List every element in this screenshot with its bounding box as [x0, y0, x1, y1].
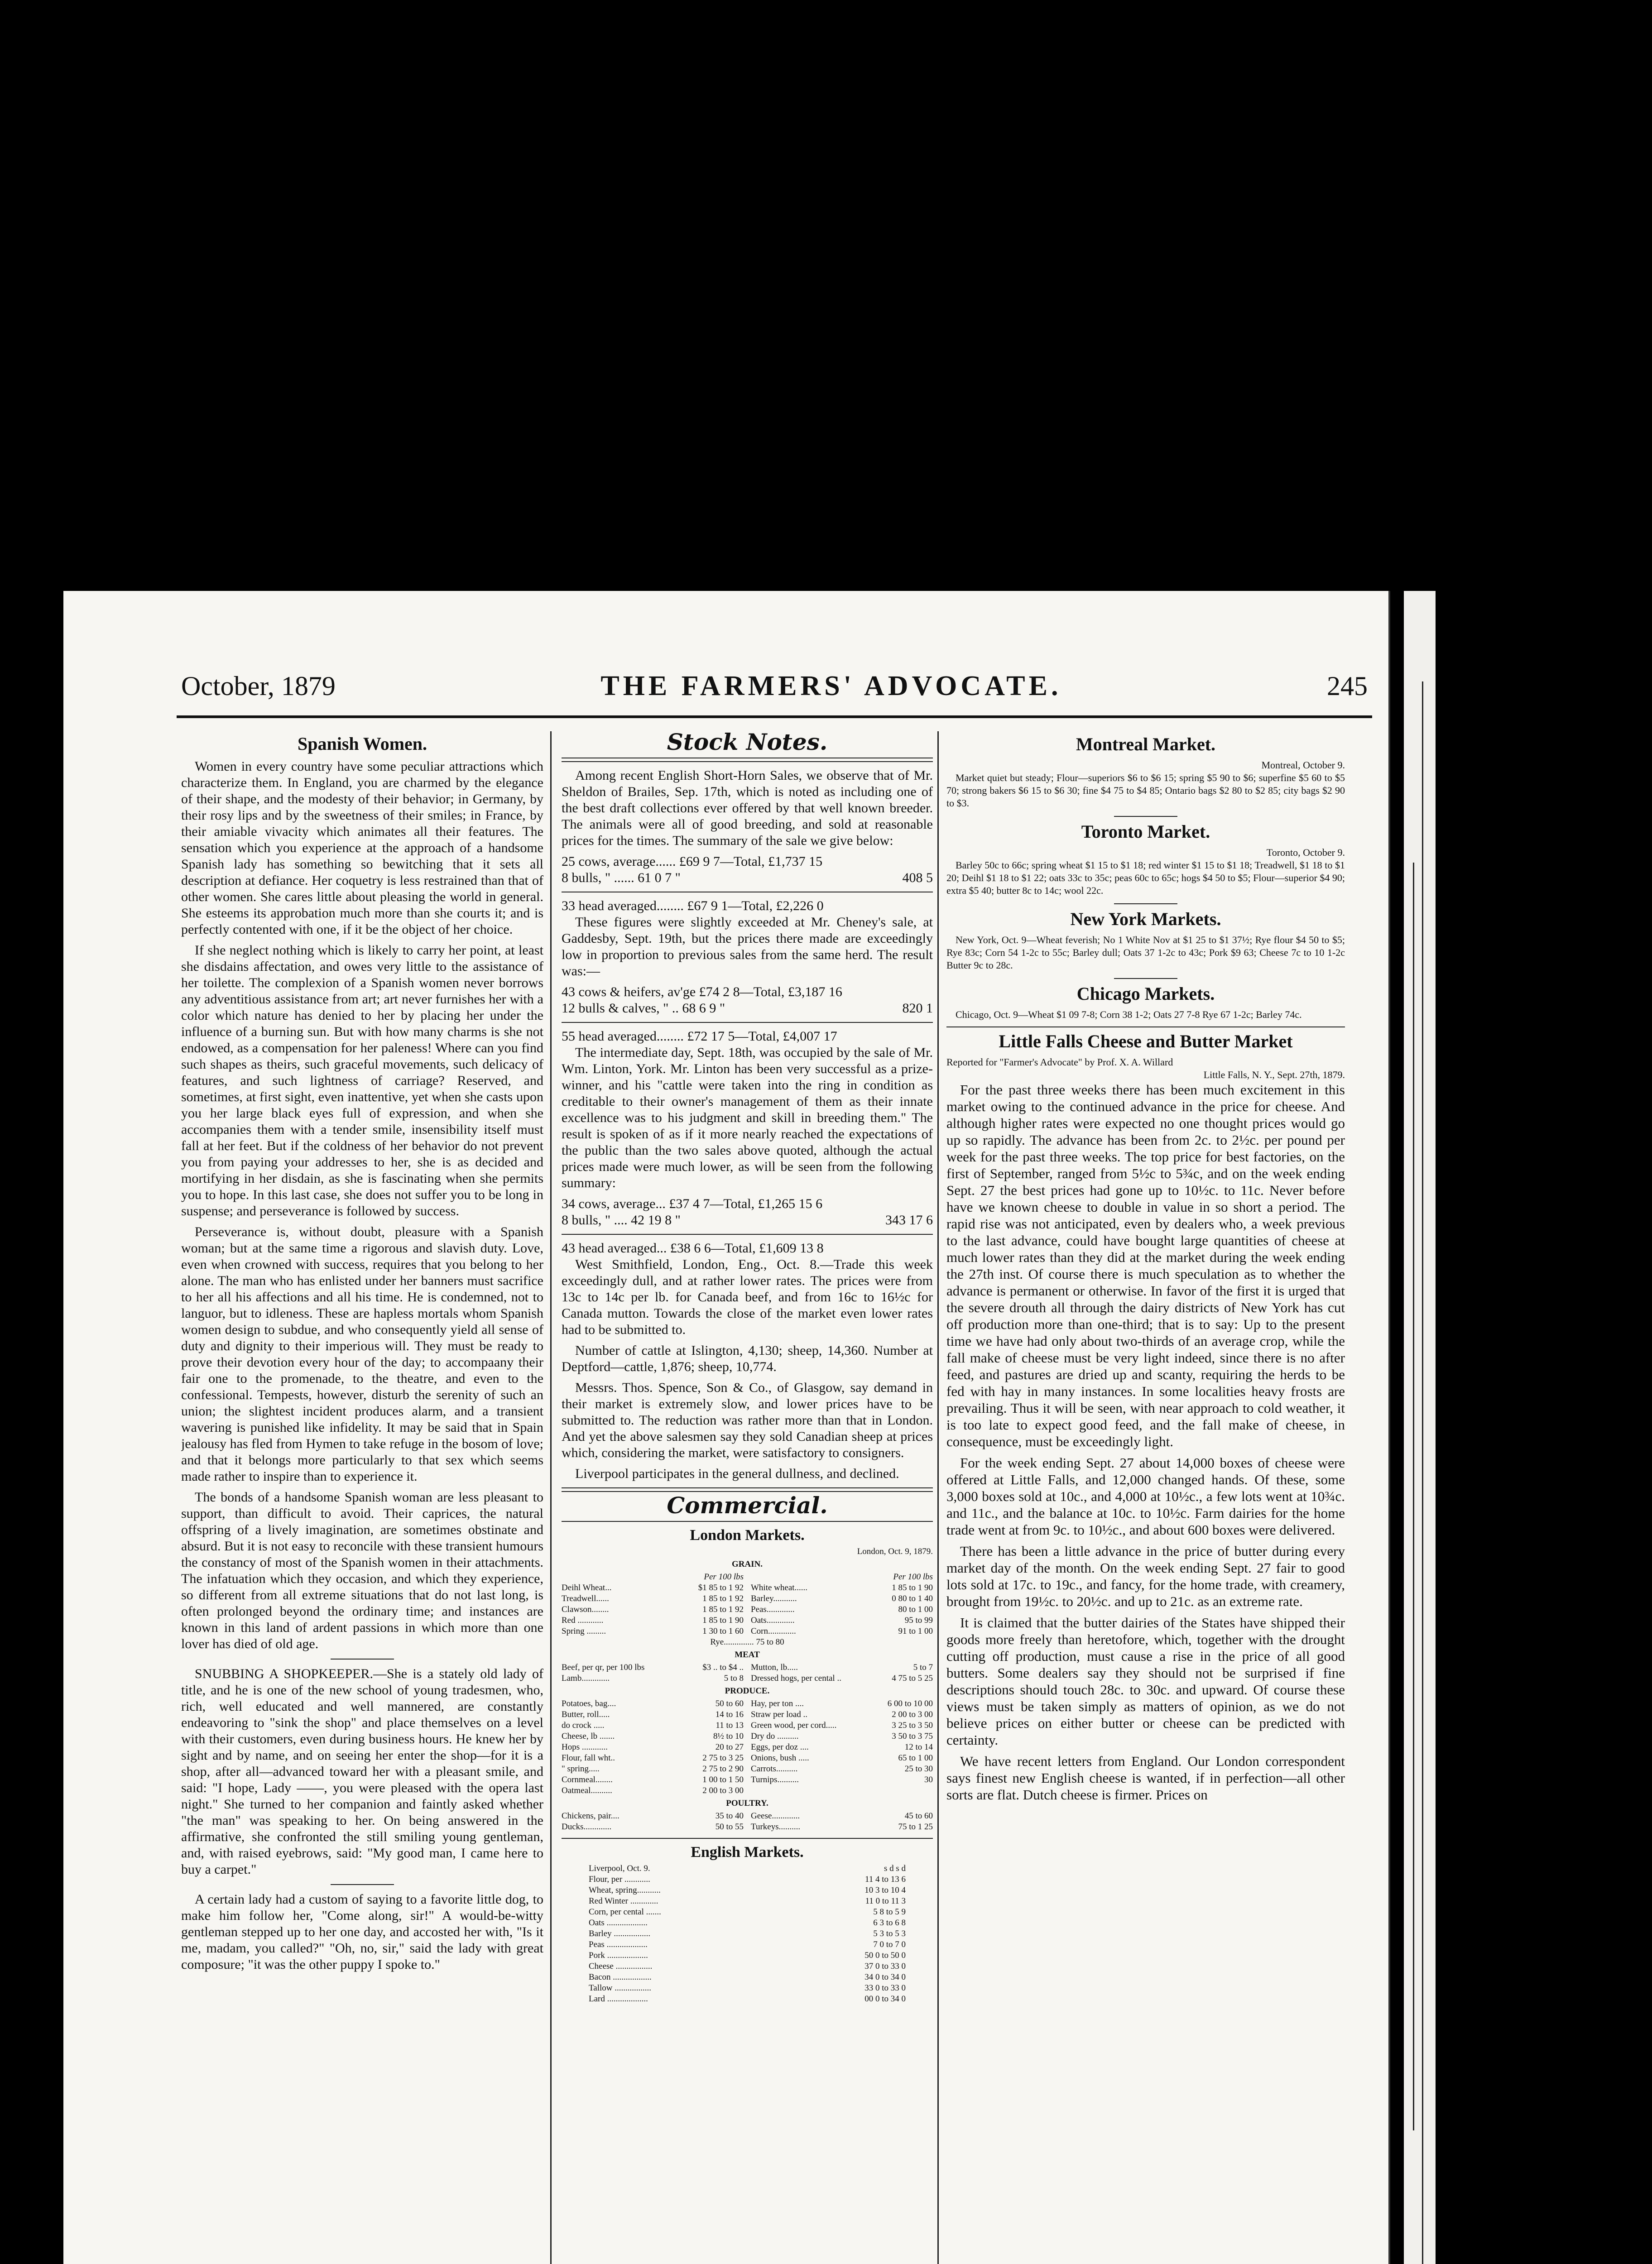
sale-line: 8 bulls, " ...... 61 0 7 " 408 5 — [562, 870, 933, 885]
header-page-number: 245 — [1327, 671, 1368, 701]
table-row: Cheese ................. 37 0 to 33 0 — [589, 1962, 906, 1971]
article-paragraph: We have recent letters from England. Our London correspondent says finest new English cheese is wanted, if in perfection—all other sorts are flat. Dutch cheese is firmer. Prices on — [946, 1753, 1345, 1803]
table-row: Turnips.......... 30 — [751, 1775, 933, 1784]
article-snubbing-shopkeeper: SNUBBING A SHOPKEEPER.—She is a stately old lady of title, and he is one of the new school of young tradesmen, who, rich, well educated and well mannered, are constantly endeavoring to "sink the shop" and place themselves on a level with their customers, even during business hours. He knew her by sight and by name, and on seeing her enter the shop—for it is a shop, after all—advanced toward her with a pleasant smile, and said: "I hope, Lady ——, you were pleased with the opera last night." She turned to her companion and faintly asked whether "the man" was speaking to her. On being answered in the affirmative, she confronted the still smiling young gentleman, and, with raised eyebrows, said: "My good man, I came here to buy a carpet." — [181, 1666, 543, 1877]
grain-table: Per 100 lbs Deihl Wheat... $1 85 to 1 92 Treadwell...... 1 85 to 1 92 Clawson........ 1 85 to 1 92 Red ............ 1 85 to 1 90 Spring ......... 1 30 to 1 60 Per 100 lbs White wheat...... 1 85 to 1 90 Barley........... 0 80 to 1 40 Peas............. 80 to 1 00 Oats............. 95 to 99 Corn............. 91 to 1 00 — [562, 1572, 933, 1636]
rule — [562, 1521, 933, 1522]
english-markets-heading: English Markets. — [691, 1844, 804, 1861]
table-row: Chickens, pair.... 35 to 40 — [562, 1811, 744, 1821]
table-row: Oats ................... 6 3 to 6 8 — [589, 1918, 906, 1928]
section-heading-stock-notes: Stock Notes. — [667, 731, 828, 755]
rule — [562, 1838, 933, 1839]
table-row: Red ............ 1 85 to 1 90 — [562, 1616, 744, 1625]
table-row: Oats............. 95 to 99 — [751, 1616, 933, 1625]
toronto-market-heading: Toronto Market. — [1081, 821, 1210, 842]
article-paragraph: For the week ending Sept. 27 about 14,000 boxes of cheese were offered at Little Falls, and 12,000 changed hands. Of these, some 3,000 boxes sold at 10c., and 4,000 at 10½c., a few lots went at 10¾c. and 11c., and the balance at 10c. to 10½c. Farm dairies for the home trade went at from 9c. to 10½c., and about 600 boxes were delivered. — [946, 1455, 1345, 1538]
table-row: Green wood, per cord..... 3 25 to 3 50 — [751, 1721, 933, 1730]
table-row: Butter, roll..... 14 to 16 — [562, 1710, 744, 1719]
grain-label: GRAIN. — [731, 1559, 763, 1569]
table-row: Lard ................... 00 0 to 34 0 — [589, 1994, 906, 2004]
produce-table — [562, 1698, 933, 1796]
montreal-market-report: Montreal, October 9. Market quiet but steady; Flour—superiors $6 to $6 15; spring $5 90 to $6; superfine $5 60 to $5 70; strong bakers $6 15 to $6 30; fine $4 75 to $4 85; Ontario bags $2 80 to $2 85; city bags $2 90 to $3. — [946, 759, 1345, 809]
poultry-label: POULTRY. — [726, 1799, 768, 1808]
rule — [562, 1234, 933, 1235]
table-row: " spring..... 2 75 to 2 90 — [562, 1764, 744, 1774]
article-paragraph: West Smithfield, London, Eng., Oct. 8.—Trade this week exceedingly dull, and at rather lower rates. The prices were from 13c to 14c per lb. for Canada beef, and from 16c to 16½c for Canada mutton. Towards the close of the market even lower rates had to be submitted to. — [562, 1257, 933, 1337]
article-paragraph: If she neglect nothing which is likely to carry her point, at least she disdains affectation, and owes very little to the assistance of her toilette. The complexion of a Spanish women never borrows any adventitious assistance from art; art never furnishes her with a color which nature has denied to her by placing her under the influence of a burning sun. But with how many charms is she not endowed, as a compensation for her paleness! Where can you find such shapes as theirs, such graceful movements, such delicacy of features, and such lightness of carriage? Reserved, and sometimes, at first sight, even inattentive, yet when she casts upon you her large black eyes full of expression, and when she accompanies them with a tender smile, insensibility itself must fall at her feet. But if the coldness of her behavior do not prevent you from paying your addresses to her, she is as decided and mortifying in her disdain, as she is fascinating when she permits you to hope. In this last case, she does not suffer you to be long in suspense; and perseverance is followed by success. — [181, 943, 543, 1218]
article-paragraph: Among recent English Short-Horn Sales, we observe that of Mr. Sheldon of Brailes, Sep. 17th, which is noted as including one of the best draft collections ever offered by that well known breeder. The animals were all of good breeding, and sold at reasonable prices for the times. The summary of the sale we give below: — [562, 768, 933, 848]
table-row: Flour, fall wht.. 2 75 to 3 25 — [562, 1753, 744, 1763]
table-row: Pork ................... 50 0 to 50 0 — [589, 1951, 906, 1960]
double-rule — [562, 758, 933, 762]
chicago-markets-report: Chicago, Oct. 9—Wheat $1 09 7-8; Corn 38 1-2; Oats 27 7-8 Rye 67 1-2c; Barley 74c. — [956, 1009, 1302, 1020]
dateline: London, Oct. 9, 1879. — [857, 1547, 933, 1556]
header-date: October, 1879 — [181, 671, 336, 701]
produce-label: PRODUCE. — [725, 1686, 770, 1696]
adjacent-page-strip — [1404, 591, 1436, 2264]
article-paragraph: Messrs. Thos. Spence, Son & Co., of Glasgow, say demand in their market is extremely slow, and lower prices have to be submitted to. The reduction was rather more than that in London. And yet the above salesmen say they sold Canadian sheep at prices which, considering the market, were satisfactory to consigners. — [562, 1380, 933, 1460]
separator — [1114, 903, 1177, 904]
chicago-markets-heading: Chicago Markets. — [1076, 983, 1215, 1004]
strip-rule — [1413, 863, 1414, 2130]
column-rule-1 — [550, 731, 552, 2264]
table-row: Straw per load .. 2 00 to 3 00 — [751, 1710, 933, 1719]
table-row: Spring ......... 1 30 to 1 60 — [562, 1626, 744, 1636]
table-row: Turkeys.......... 75 to 1 25 — [751, 1822, 933, 1832]
separator — [331, 1884, 394, 1885]
table-row: Mutton, lb..... 5 to 7 — [751, 1663, 933, 1672]
dateline: Toronto, October 9. — [1266, 847, 1345, 858]
rule — [946, 1026, 1345, 1027]
sale-summary-sheldon — [562, 854, 933, 914]
column-markets — [946, 731, 1345, 2264]
page-header — [181, 670, 1368, 711]
separator — [1114, 816, 1177, 817]
table-header-row: Liverpool, Oct. 9. s d s d — [589, 1864, 906, 1873]
sale-line: 12 bulls & calves, " .. 68 6 9 " 820 1 — [562, 1001, 933, 1016]
dateline: Montreal, October 9. — [1261, 759, 1345, 771]
sale-summary-cheney — [562, 984, 933, 1045]
sale-total: 55 head averaged........ £72 17 5—Total, £4,007 17 — [562, 1029, 837, 1044]
montreal-market-heading: Montreal Market. — [1076, 734, 1216, 754]
sale-total: 33 head averaged........ £67 9 1—Total, £2,226 0 — [562, 898, 824, 913]
sale-line: 34 cows, average... £37 4 7—Total, £1,265 15 6 — [562, 1196, 823, 1211]
rule — [562, 1022, 933, 1023]
table-row: Corn............. 91 to 1 00 — [751, 1626, 933, 1636]
new-york-markets-heading: New York Markets. — [1070, 909, 1221, 929]
article-paragraph: These figures were slightly exceeded at Mr. Cheney's sale, at Gaddesby, Sept. 19th, but the prices there made are exceedingly low in proportion to previous sales from the same herd. The result was:— — [562, 915, 933, 979]
english-markets-table — [562, 1863, 933, 2005]
table-row: Hops ............ 20 to 27 — [562, 1742, 744, 1752]
table-row: Carrots.......... 25 to 30 — [751, 1764, 933, 1774]
table-row: Peas ................... 7 0 to 7 0 — [589, 1940, 906, 1949]
poultry-table — [562, 1811, 933, 1832]
strip-rule — [1422, 681, 1423, 2264]
table-row: Flour, per ............ 11 4 to 13 6 — [589, 1875, 906, 1884]
little-falls-byline: Reported for "Farmer's Advocate" by Prof. X. A. Willard Little Falls, N. Y., Sept. 27th, 1879. — [946, 1056, 1345, 1080]
header-rule — [177, 715, 1372, 718]
separator — [1114, 978, 1177, 979]
double-rule — [562, 1487, 933, 1492]
table-row: Clawson........ 1 85 to 1 92 — [562, 1605, 744, 1614]
table-row: Beef, per qr, per 100 lbs $3 .. to $4 .. — [562, 1663, 744, 1672]
article-anecdote: A certain lady had a custom of saying to a favorite little dog, to make him follow her, "Come along, sir!" A would-be-witty gentleman stepped up to her one day, and accosted her with, "Is it me, madam, you called?" "Oh, no, sir," said the lady with great composure; "it was the other puppy I spoke to." — [181, 1892, 543, 1972]
table-row: Wheat, spring........... 10 3 to 10 4 — [589, 1885, 906, 1895]
meat-table — [562, 1662, 933, 1684]
table-row: do crock ..... 11 to 13 — [562, 1721, 744, 1730]
table-row: Cornmeal........ 1 00 to 1 50 — [562, 1775, 744, 1784]
meat-label: MEAT — [735, 1650, 760, 1660]
sale-line: 25 cows, average...... £69 9 7—Total, £1,737 15 — [562, 854, 823, 869]
article-heading-spanish-women: Spanish Women. — [297, 734, 427, 754]
table-row: Onions, bush ..... 65 to 1 00 — [751, 1753, 933, 1763]
table-row: Red Winter ............. 11 0 to 11 3 — [589, 1896, 906, 1906]
article-paragraph: Number of cattle at Islington, 4,130; sheep, 14,360. Number at Deptford—cattle, 1,876; sheep, 10,774. — [562, 1343, 933, 1374]
sale-line: 43 cows & heifers, av'ge £74 2 8—Total, £3,187 16 — [562, 984, 842, 999]
table-row: Ducks............. 50 to 55 — [562, 1822, 744, 1832]
table-row: Peas............. 80 to 1 00 — [751, 1605, 933, 1614]
rye-row: Rye.............. 75 to 80 — [710, 1637, 784, 1647]
table-row: Eggs, per doz .... 12 to 14 — [751, 1742, 933, 1752]
article-paragraph: The bonds of a handsome Spanish woman are less pleasant to support, than difficult to avoid. Their caprices, the natural offspring of a lively imagination, are sometimes obstinate and absurd. But it is not easy to reconcile with these transient humours the constancy of most of the Spanish women in their attachments. The infatuation which they occasion, and which they experience, so different from all extreme situations that do not last long, is often prolonged beyond the ordinary time; and instances are known in this land of ardent passions in which more than one lover has died of old age. — [181, 1490, 543, 1651]
column-rule-2 — [937, 731, 939, 2264]
article-paragraph: There has been a little advance in the price of butter during every market day of the month. On the week ending Sept. 27 fair to good lots sold at 17c. to 19c., and fancy, for the home trade, with creamery, brought from 19½c. to 20½c. and up to 21c. as an extreme rate. — [946, 1543, 1345, 1609]
article-paragraph: Liverpool participates in the general dullness, and declined. — [575, 1466, 899, 1481]
separator — [331, 1659, 394, 1660]
table-row: Treadwell...... 1 85 to 1 92 — [562, 1594, 744, 1603]
table-row: Barley........... 0 80 to 1 40 — [751, 1594, 933, 1603]
table-row: Potatoes, bag.... 50 to 60 — [562, 1699, 744, 1708]
little-falls-heading: Little Falls Cheese and Butter Market — [999, 1031, 1293, 1051]
header-title: THE FARMERS' ADVOCATE. — [600, 671, 1062, 701]
table-row: Corn, per cental ....... 5 8 to 5 9 — [589, 1907, 906, 1917]
table-row: Geese............. 45 to 60 — [751, 1811, 933, 1821]
article-paragraph: For the past three weeks there has been much excitement in this market owing to the continued advance in the price for cheese. And although higher rates were expected no one thought prices would go up so rapidly. The advance has been from 2c. to 2½c. per pound per week for the past three weeks. The top price for best factories, on the first of September, ranged from 5½c to 5¾c, and on the week ending Sept. 27 the best prices had gone up to 10½c. to 11c. Never before have we known cheese to double in value in so short a period. The rapid rise was not anticipated, even by dealers who, a week previous to the last advance, could have bought large quantities of cheese at much lower rates than they did at the market during the week ending the 27th inst. Of course there is much speculation as to whether the advance is permanent or otherwise. In favor of the first it is urged that the severe drouth all through the dairy districts of New York has cut off production more than one-third; that is to say: Up to the present time we have had only about two-thirds of an average crop, while the fall make of cheese must be very light indeed, since there is no after feed, and pastures are dried up and scanty, requiring the herds to be fed with hay in many instances. In some localities heavy frosts are prevailing. Thus it will be seen, with near approach to cold weather, it is too late to expect good feed, and the fall make of cheese, in consequence, must be exceedingly light. — [946, 1082, 1345, 1449]
page-edge — [1388, 591, 1390, 2264]
table-row: Cheese, lb ....... 8½ to 10 — [562, 1732, 744, 1741]
sale-line: 8 bulls, " .... 42 19 8 " 343 17 6 — [562, 1213, 933, 1228]
table-row: Barley ................. 5 3 to 5 3 — [589, 1929, 906, 1938]
toronto-market-report: Toronto, October 9. Barley 50c to 66c; spring wheat $1 15 to $1 18; red winter $1 15 to $1 18; Treadwell, $1 18 to $1 20; Deihl $1 18 to $1 22; oats 33c to 35c; peas 60c to 65c; hogs $4 50 to $5; Flour—superior $4 90; extra $5 40; butter 8c to 14c; wool 22c. — [946, 847, 1345, 896]
table-row: Oatmeal.......... 2 00 to 3 00 — [562, 1786, 744, 1795]
newspaper-page — [63, 591, 1390, 2264]
table-row: Tallow ................. 33 0 to 33 0 — [589, 1983, 906, 1993]
new-york-markets-report: New York, Oct. 9—Wheat feverish; No 1 White Nov at $1 25 to $1 37½; Rye flour $4 50 to $5; Rye 83c; Corn 54 1-2c to 55c; Barley dull; Oats 37 1-2c to 43c; Pork $9 63; Cheese 7c to 10 1-2c Butter 9c to 28c. — [946, 934, 1345, 971]
column-stock-notes — [562, 731, 933, 2264]
article-paragraph: It is claimed that the butter dairies of the States have shipped their goods more freely than heretofore, which, together with the drought cutting off production, must cause a rise in the price of all good butters. Some dealers say they should not be surprised if fine descriptions should touch 28c. to 30c. and upward. Of course these views must be taken simply as matters of opinion, as we do not believe prices on either butter or cheese can be predicted with certainty. — [946, 1615, 1345, 1748]
london-markets-heading: London Markets. — [690, 1527, 805, 1544]
article-paragraph: Perseverance is, without doubt, pleasure with a Spanish woman; but at the same time a rigorous and slavish duty. Love, even when crowned with success, requires that you belong to her alone. The man who has enlisted under her banners must sacrifice to her all his affections and all his time. He is condemned, not to languor, but to idleness. These are hapless mortals whom Spanish women design to subdue, and who consequently yield all sense of duty and dignity to their imperious will. They must be ready to prove their devotion every hour of the day; to accompaany their fair one to the promenade, to the theatre, and even to the confessional. Tempests, however, disturb the serenity of such an union; the slightest incident produces alarm, and a transient wavering is punished like infidelity. It may be said that in Spain jealousy has fled from Hymen to take refuge in the bosom of love; and that it belongs more particularly to that sex which seems made rather to inspire than to experience it. — [181, 1224, 543, 1484]
table-row: Dry do .......... 3 50 to 3 75 — [751, 1732, 933, 1741]
column-spanish-women — [181, 731, 543, 2264]
table-row: Hay, per ton .... 6 00 to 10 00 — [751, 1699, 933, 1708]
table-row: Deihl Wheat... $1 85 to 1 92 — [562, 1583, 744, 1592]
table-row: Lamb............. 5 to 8 — [562, 1674, 744, 1683]
table-row: Dressed hogs, per cental .. 4 75 to 5 25 — [751, 1674, 933, 1683]
sale-summary-linton — [562, 1196, 933, 1257]
article-paragraph: Women in every country have some peculiar attractions which characterize them. In England, you are charmed by the elegance of their shape, and the modesty of their behavior; in Germany, by their rosy lips and by the sweetness of their smiles; in France, by their amiable vivacity which animates all their features. The sensation which you experience at the approach of a handsome Spanish lady has something so bewitching that it sets all description at defiance. Her coquetry is less restrained than that of other women. She cares little about pleasing the world in general. She esteems its approbation much more than she courts it; and is perfectly contented with one, if it be the object of her choice. — [181, 759, 543, 937]
sale-total: 43 head averaged... £38 6 6—Total, £1,609 13 8 — [562, 1241, 824, 1256]
table-row: Bacon .................. 34 0 to 34 0 — [589, 1972, 906, 1982]
table-row: White wheat...... 1 85 to 1 90 — [751, 1583, 933, 1592]
section-heading-commercial: Commercial. — [667, 1492, 828, 1519]
article-paragraph: The intermediate day, Sept. 18th, was occupied by the sale of Mr. Wm. Linton, York. Mr. Linton has been very successful as a prize-winner, and his "cattle were taken into the ring in condition as creditable to their owner's management of them as their innate excellence was to his judgment and skill in breeding them." The result is spoken of as if it more nearly reached the expectations of the public than the two sales above quoted, although the actual prices made were much lower, as will be seen from the following summary: — [562, 1045, 933, 1190]
london-markets-table — [562, 1546, 933, 1832]
